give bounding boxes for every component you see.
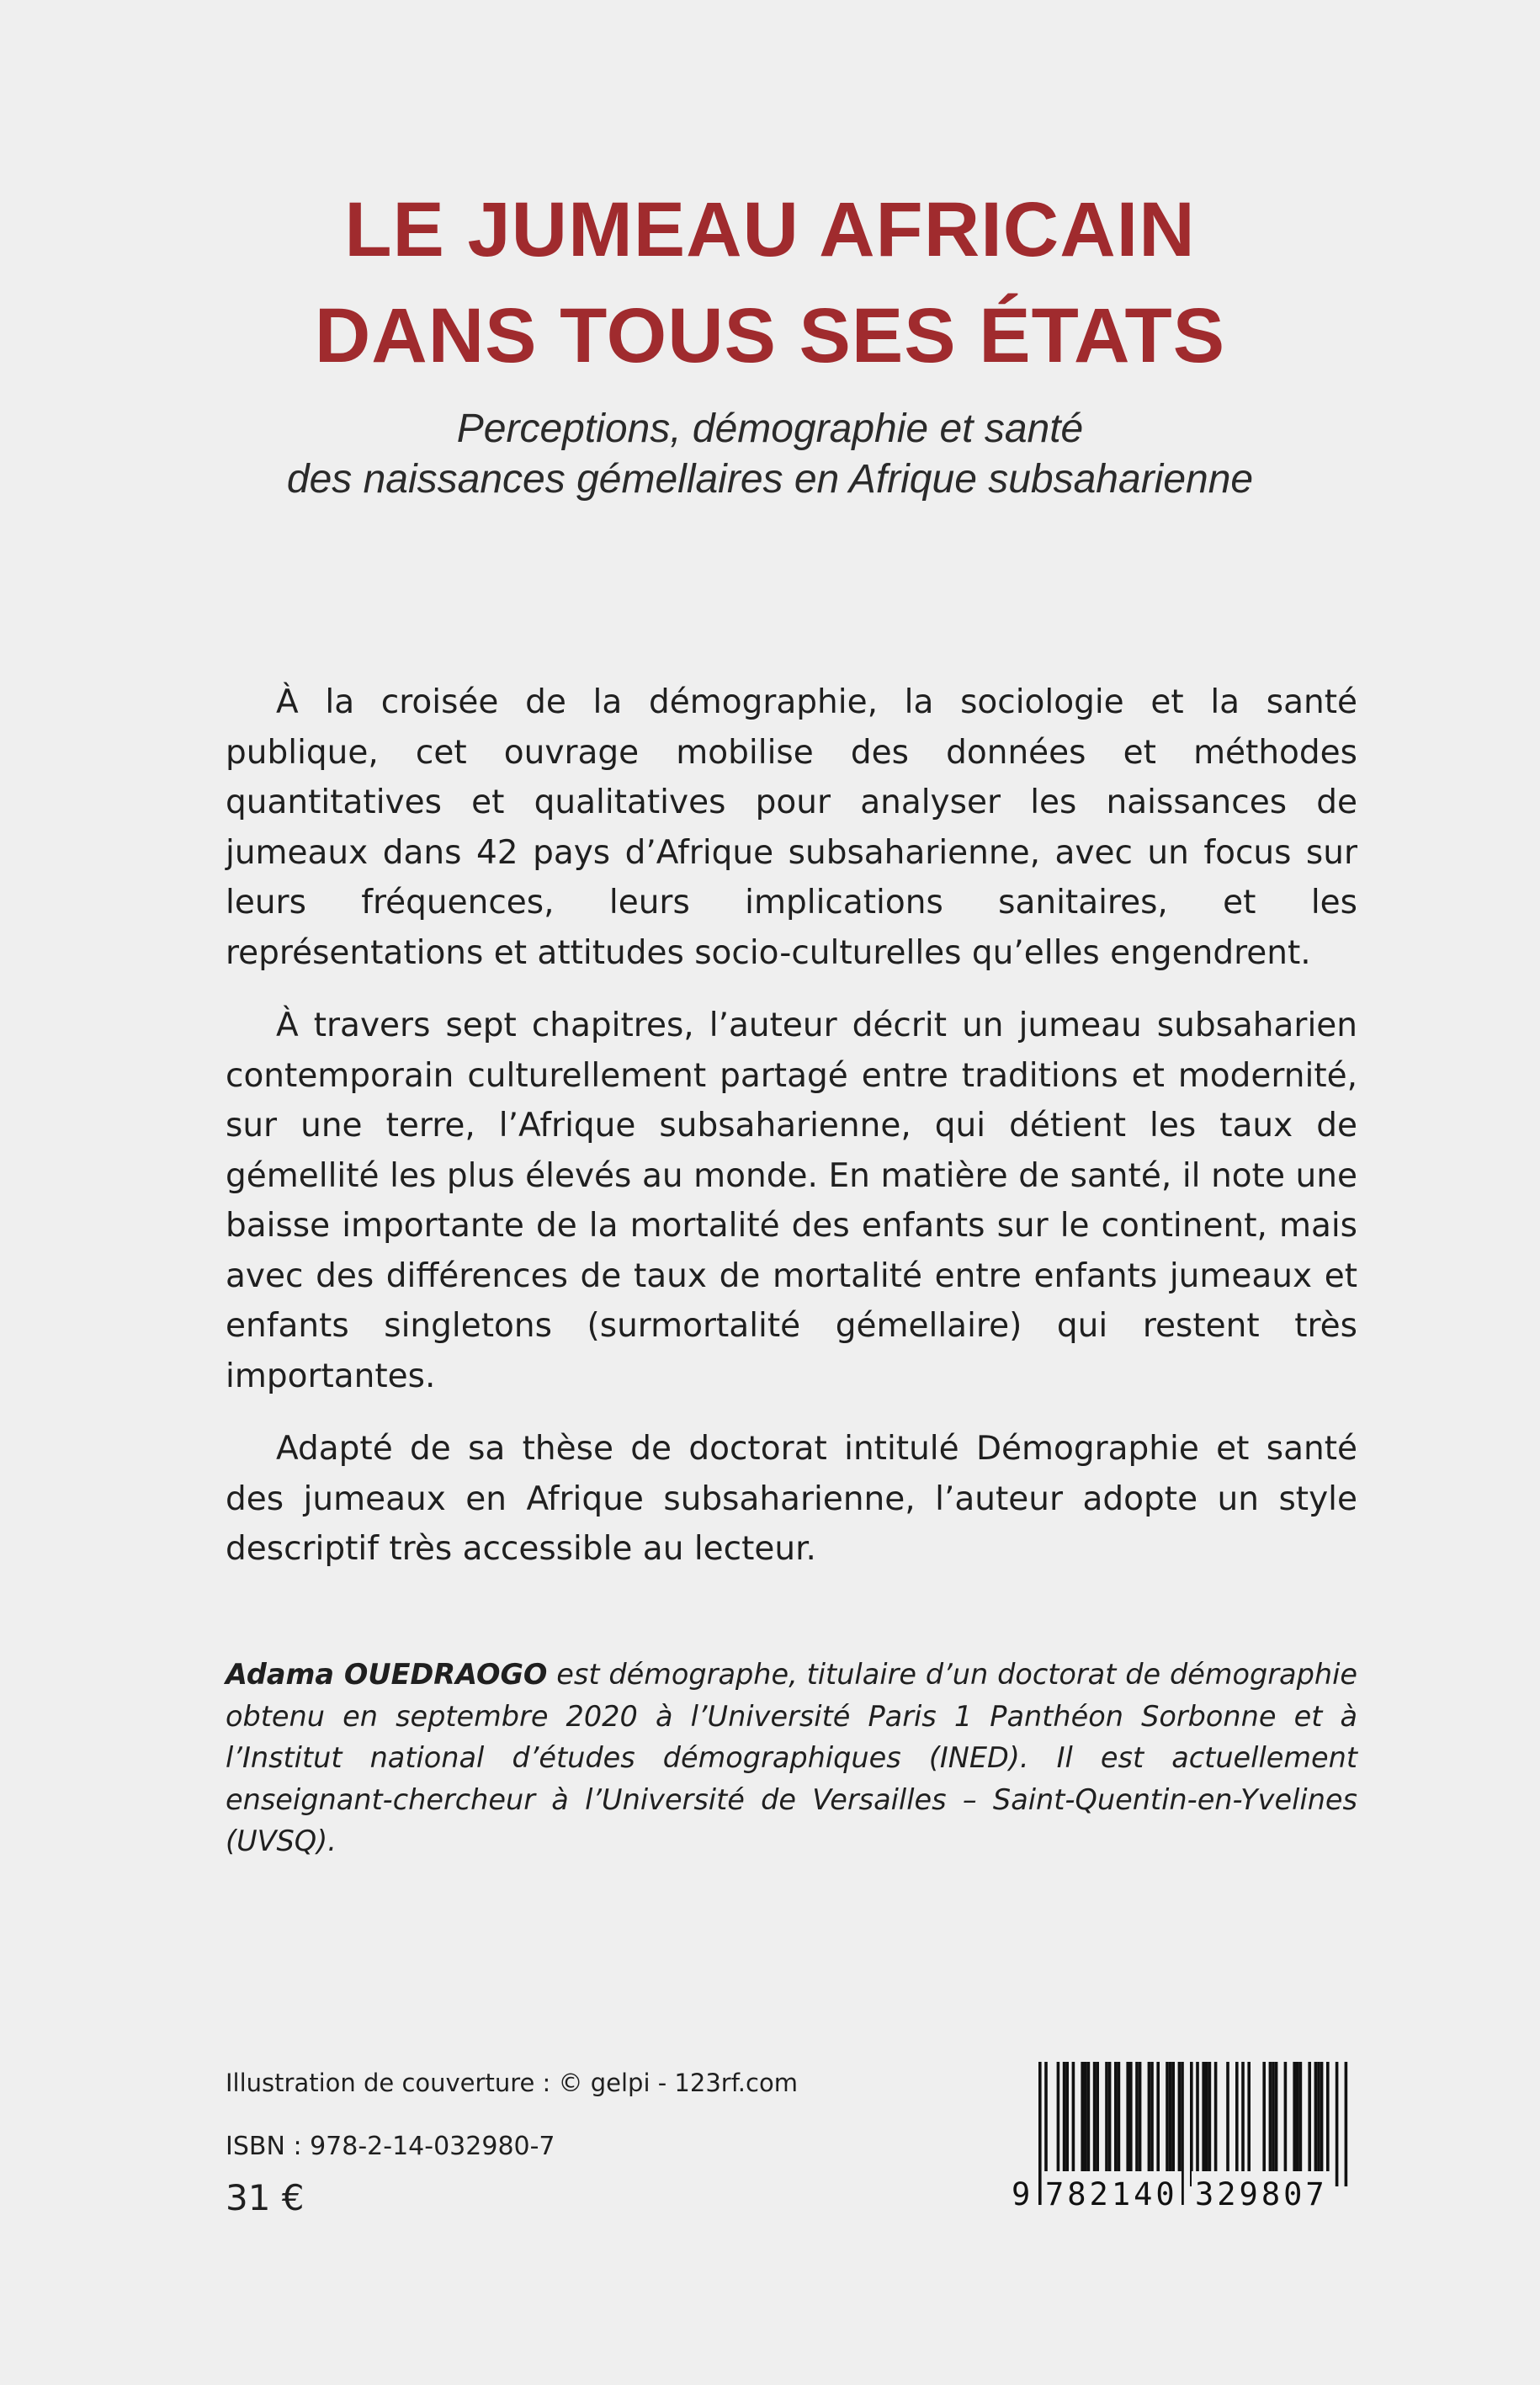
barcode-bar [1202, 2062, 1205, 2186]
barcode-bar [1105, 2062, 1108, 2186]
blurb [226, 677, 1357, 1597]
barcode-bar [1057, 2062, 1060, 2186]
blurb-paragraph-2: À travers sept chapitres, l’auteur décrit un jumeau subsaharien contemporain culturellement partagé entre traditions et modernité, sur une terre, l’Afrique subsaharienne, qui détient les taux de gémellité les plus élevés au monde. En matière de santé, il note une baisse importante de la mortalité des enfants sur le continent, mais avec des différences de taux de mortalité entre enfants jumeaux et enfants singletons (surmortalité gémellaire) qui restent très importantes. [226, 1007, 1357, 1395]
book-title-line-2: DANS TOUS SES ÉTATS [314, 293, 1226, 379]
blurb-paragraph-1: À la croisée de la démographie, la sociologie et la santé publique, cet ouvrage mobilise des données et méthodes quantitatives et qualitatives pour analyser les naissances de jumeaux dans 42 pays d’Afrique subsaharienne, avec un focus sur leurs fréquences, leurs implications sanitaires, et les représentations et attitudes socio-culturelles qu’elles engendrent. [226, 683, 1357, 972]
barcode-bar [1296, 2062, 1299, 2186]
barcode-bar [1166, 2062, 1169, 2186]
barcode-bar [1208, 2062, 1212, 2186]
barcode-bar [1326, 2062, 1330, 2186]
barcode-bar [1272, 2062, 1275, 2186]
barcode-bar [1093, 2062, 1097, 2186]
barcode-bar [1345, 2062, 1348, 2186]
barcode-first-digit: 9 [1012, 2176, 1031, 2212]
barcode-bar [1269, 2062, 1272, 2186]
barcode-bar [1084, 2062, 1087, 2186]
subtitle-line-2: des naissances gémellaires en Afrique subsaharienne [286, 457, 1254, 502]
barcode-bar [1150, 2062, 1154, 2186]
barcode-bar [1262, 2062, 1266, 2186]
barcode-bar [1156, 2062, 1160, 2186]
barcode-bar [1081, 2062, 1084, 2186]
barcode-bar [1205, 2062, 1208, 2186]
isbn: ISBN : 978-2-14-032980-7 [226, 2132, 555, 2161]
illustration-credit: Illustration de couverture : © gelpi - 123rf.com [226, 2069, 798, 2097]
barcode-bar [1063, 2062, 1066, 2186]
barcode-digit-group-1: 782140 [1042, 2171, 1182, 2218]
title-block [0, 177, 1540, 505]
barcode-bar [1336, 2062, 1339, 2186]
price: 31 € [226, 2177, 305, 2218]
barcode-bar [1135, 2062, 1139, 2186]
barcode-bar [1169, 2062, 1172, 2186]
author-bio-text: est démographe, titulaire d’un doctorat de démographie obtenu en septembre 2020 à l’Université Paris 1 Panthéon Sorbonne et à l’Institut national d’études démographiques (INED). Il est actuellement enseignant-chercheur à l’Université de Versailles – Saint-Quentin-en-Yvelines (UVSQ). [226, 1658, 1357, 1857]
barcode-bar [1190, 2062, 1193, 2186]
barcode-bar [1241, 2062, 1245, 2186]
barcode-digit-group-2: 329807 [1192, 2171, 1331, 2218]
barcode-bar [1171, 2062, 1175, 2186]
barcode-bar [1114, 2062, 1118, 2186]
subtitle-line-1: Perceptions, démographie et santé [456, 406, 1084, 451]
barcode-bar [1096, 2062, 1099, 2186]
barcode-bar [1308, 2062, 1311, 2186]
barcode-bar [1275, 2062, 1278, 2186]
barcode-bar [1284, 2062, 1288, 2186]
barcode-bar [1139, 2062, 1142, 2186]
barcode-digits [1008, 2171, 1353, 2222]
author-bio [226, 1654, 1357, 1862]
barcode-bar [1072, 2062, 1075, 2186]
barcode-bar [1118, 2062, 1121, 2186]
barcode-bar [1314, 2062, 1318, 2186]
barcode-bar [1293, 2062, 1296, 2186]
barcode-bar [1235, 2062, 1239, 2186]
barcode-bar [1129, 2062, 1133, 2186]
subtitle [0, 404, 1540, 505]
book-title-line-1: LE JUMEAU AFRICAIN [344, 187, 1196, 273]
blurb-paragraph-3: Adapté de sa thèse de doctorat intitulé Démographie et santé des jumeaux en Afrique subsaharienne, l’auteur adopte un style descriptif très accessible au lecteur. [226, 1430, 1357, 1568]
barcode-bar [1126, 2062, 1129, 2186]
barcode-bar [1065, 2062, 1069, 2186]
barcode-bar [1196, 2062, 1199, 2186]
barcode-bar [1108, 2062, 1112, 2186]
barcode-bar [1226, 2062, 1229, 2186]
author-name: Adama OUEDRAOGO [226, 1658, 548, 1691]
barcode [1008, 2062, 1353, 2222]
barcode-bar [1299, 2062, 1303, 2186]
barcode-bar [1214, 2062, 1218, 2186]
barcode-bar [1148, 2062, 1151, 2186]
barcode-bar [1087, 2062, 1091, 2186]
barcode-bar [1247, 2062, 1251, 2186]
